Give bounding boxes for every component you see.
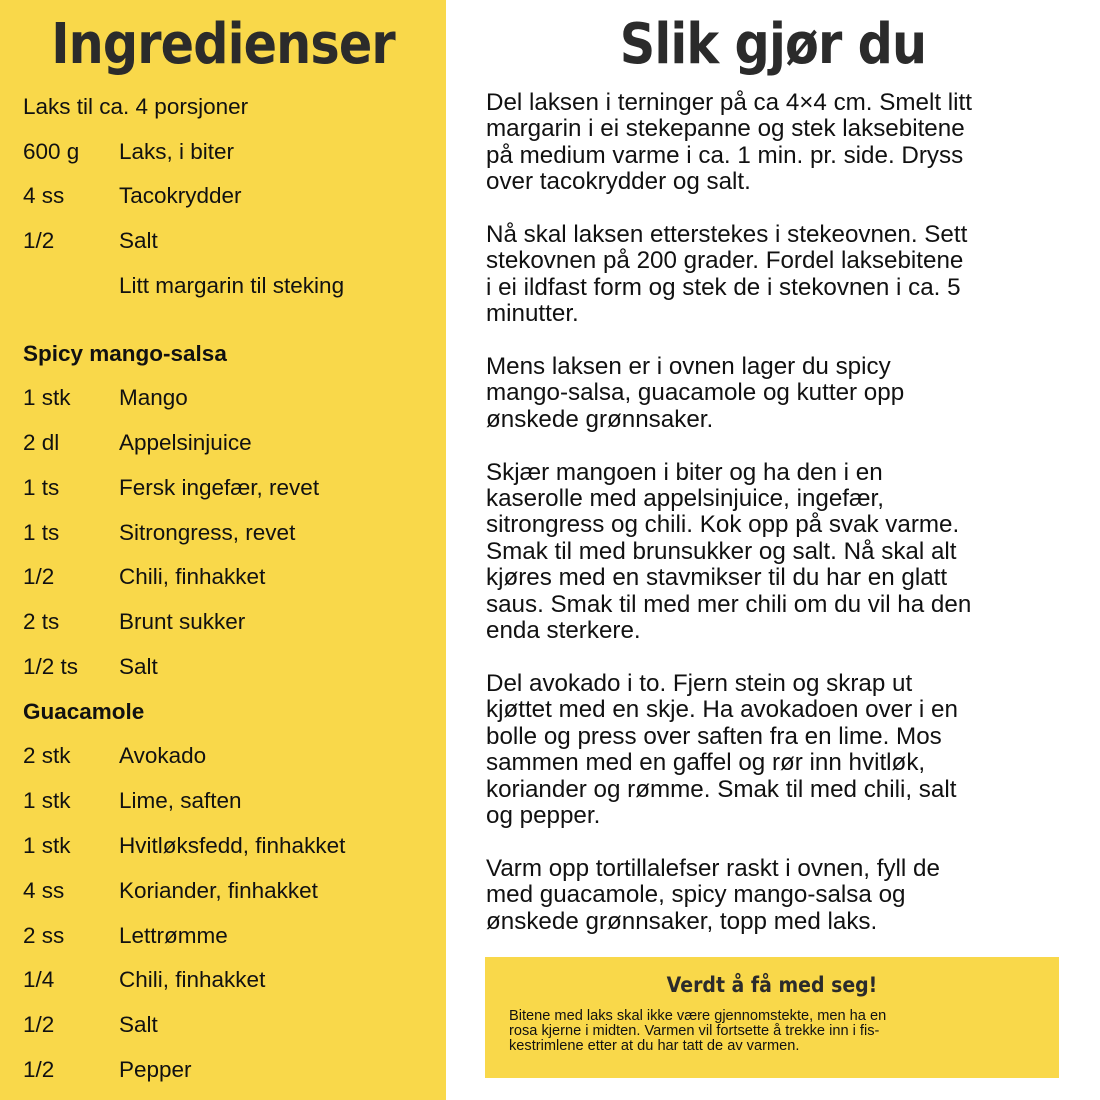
step-line: Smak til med brunsukker og salt. Nå skal alt [486,537,957,565]
ingredient-row [23,271,344,301]
step-line: Del laksen i terninger på ca 4×4 cm. Smelt litt [486,89,972,116]
ingredient-row [23,965,265,995]
ingredient-qty: 1/2 ts [23,654,79,679]
step-line: mango-salsa, guacamole og kutter opp [486,379,905,407]
ingredient-row [23,473,319,503]
ingredient-qty: 1 ts [23,475,60,500]
ingredient-qty: 1 stk [23,788,71,813]
ingredient-qty: 1/2 [23,1057,55,1082]
ingredients-heading: Ingredienser [51,12,395,77]
step-line: sammen med en gaffel og rør inn hvitløk, [486,749,926,777]
ingredient-row [23,786,242,816]
ingredient-name: Salt [119,228,158,253]
ingredient-name: Koriander, finhakket [119,878,318,903]
ingredient-qty: 4 ss [23,878,65,903]
ingredient-name: Laks, i biter [119,139,235,164]
ingredient-row [23,562,265,592]
step-line: margarin i ei stekepanne og stek laksebitene [486,115,965,143]
ingredient-name: Hvitløksfedd, finhakket [119,833,346,858]
instruction-steps [486,90,1086,961]
ingredient-name: Chili, finhakket [119,967,266,992]
tip-line: Bitene med laks skal ikke være gjennomstekte, men ha en [509,1008,887,1024]
ingredient-qty: 2 dl [23,430,60,455]
step-line: enda sterkere. [486,617,641,645]
step-line: ønskede grønnsaker. [486,405,714,433]
step-line: ønskede grønnsaker, topp med laks. [486,907,878,935]
instruction-step [486,671,1086,829]
ingredient-name: Sitrongress, revet [119,520,296,545]
ingredient-name: Litt margarin til steking [119,273,345,298]
salsa-section-title: Spicy mango-salsa [23,341,227,366]
ingredient-row [23,137,234,167]
step-line: Varm opp tortillalefser raskt i ovnen, fyll de [486,854,940,882]
tip-text [509,1009,1039,1054]
step-line: koriander og rømme. Smak til med chili, salt [486,775,957,803]
ingredient-name: Mango [119,385,188,410]
instruction-step [486,856,1086,935]
step-line: med guacamole, spicy mango-salsa og [486,881,906,909]
ingredient-row [23,1055,192,1085]
ingredient-name: Salt [119,654,158,679]
step-line: kjøttet med en skje. Ha avokadoen over i en [486,696,958,724]
ingredient-name: Salt [119,1012,158,1037]
instruction-step [486,222,1086,328]
ingredient-name: Tacokrydder [119,183,242,208]
ingredient-name: Appelsinjuice [119,430,252,455]
instructions-heading: Slik gjør du [619,12,927,77]
ingredient-qty: 1/2 [23,1012,55,1037]
ingredient-name: Pepper [119,1057,192,1082]
ingredient-row [23,876,318,906]
step-line: på medium varme i ca. 1 min. pr. side. Dryss [486,141,964,169]
step-line: kaserolle med appelsinjuice, ingefær, [486,485,884,513]
ingredient-row [23,831,345,861]
step-line: i ei ildfast form og stek de i stekovnen i ca. 5 [486,273,961,301]
tip-box [485,957,1059,1078]
tip-title: Verdt å få med seg! [666,973,878,997]
ingredient-name: Brunt sukker [119,609,246,634]
ingredient-row [23,607,245,637]
laks-intro: Laks til ca. 4 porsjoner [23,94,249,119]
step-line: bolle og press over saften fra en lime. Mos [486,722,942,750]
ingredient-qty: 1 stk [23,385,71,410]
ingredient-qty: 1 stk [23,833,71,858]
ingredient-row [23,518,295,548]
step-line: kjøres med en stavmikser til du har en glatt [486,564,948,592]
step-line: og pepper. [486,801,601,829]
step-line: stekovnen på 200 grader. Fordel laksebitene [486,247,964,275]
step-line: over tacokrydder og salt. [486,168,751,196]
ingredient-qty: 2 ss [23,923,65,948]
ingredient-row [23,921,228,951]
step-line: Mens laksen er i ovnen lager du spicy [486,353,891,381]
ingredient-qty: 1 ts [23,520,60,545]
step-line: saus. Smak til med mer chili om du vil ha den [486,590,972,618]
ingredient-row [23,1010,158,1040]
ingredient-qty: 1/2 [23,564,55,589]
ingredient-row [23,428,252,458]
step-line: Skjær mangoen i biter og ha den i en [486,458,883,486]
ingredient-row [23,181,242,211]
step-line: minutter. [486,300,579,328]
step-line: Nå skal laksen etterstekes i stekeovnen. Sett [486,221,968,249]
ingredient-qty: 2 stk [23,743,71,768]
ingredients-panel [0,0,446,1100]
ingredient-qty: 2 ts [23,609,60,634]
ingredient-name: Avokado [119,743,207,768]
step-line: Del avokado i to. Fjern stein og skrap ut [486,669,913,697]
ingredient-qty: 4 ss [23,183,65,208]
instructions-panel [446,0,1100,1100]
ingredient-qty: 1/4 [23,967,55,992]
step-line: sitrongress og chili. Kok opp på svak varme. [486,511,960,539]
ingredient-name: Lime, saften [119,788,242,813]
ingredient-qty: 600 g [23,139,80,164]
ingredient-qty: 1/2 [23,228,55,253]
ingredient-row [23,741,206,771]
ingredient-name: Fersk ingefær, revet [119,475,320,500]
ingredient-name: Lettrømme [119,923,228,948]
instruction-step [486,90,1086,196]
instruction-step [486,460,1086,645]
guacamole-section-title: Guacamole [23,699,145,724]
ingredient-row [23,652,158,682]
instruction-step [486,354,1086,433]
ingredient-name: Chili, finhakket [119,564,266,589]
ingredient-row [23,383,188,413]
tip-line: kestrimlene etter at du har tatt de av varmen. [509,1038,800,1054]
ingredient-row [23,226,158,256]
tip-line: rosa kjerne i midten. Varmen vil fortsette å trekke inn i fis- [509,1023,880,1039]
